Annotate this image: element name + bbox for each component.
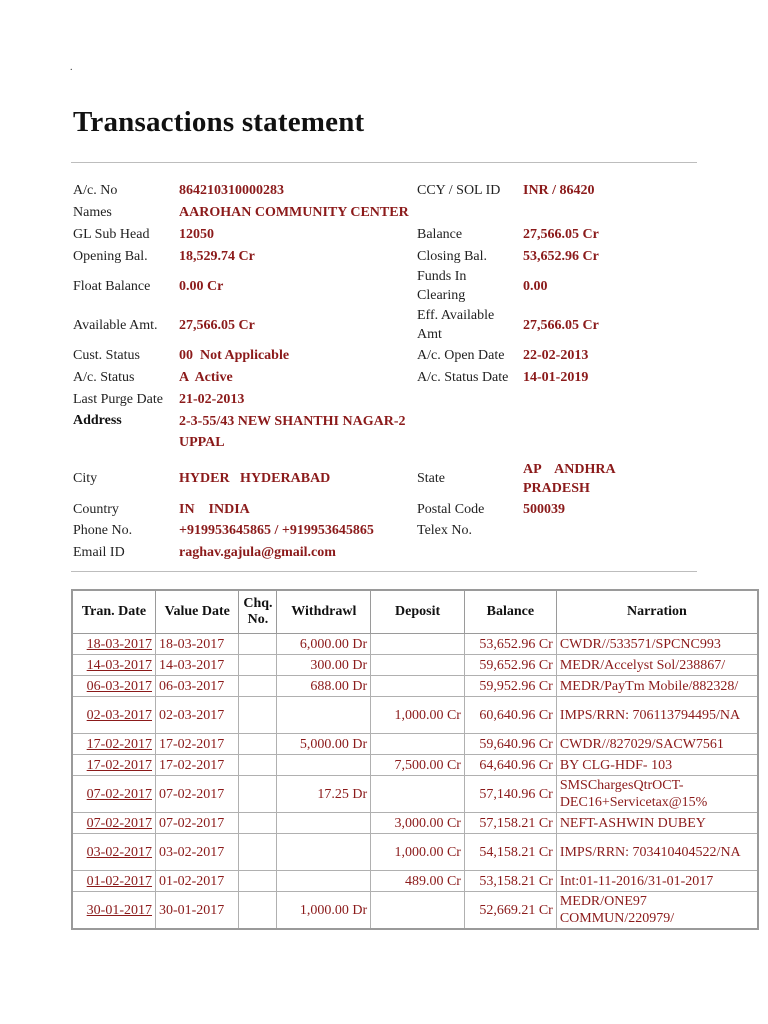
chq-cell xyxy=(239,755,277,776)
custstatus-label: Cust. Status xyxy=(73,348,140,363)
city-value: HYDER HYDERABAD xyxy=(179,471,331,486)
tran-date-link[interactable]: 01-02-2017 xyxy=(86,873,152,889)
balance-cell: 52,669.21 Cr xyxy=(464,892,556,930)
narration-cell: CWDR//533571/SPCNC993 xyxy=(556,634,758,655)
email-label: Email ID xyxy=(73,545,125,560)
col-header-deposit[interactable]: Deposit xyxy=(371,590,465,634)
tran-date-cell[interactable] xyxy=(72,634,155,655)
withdrawl-cell: 6,000.00 Dr xyxy=(277,634,371,655)
table-row xyxy=(72,655,758,676)
tran-date-link[interactable]: 17-02-2017 xyxy=(86,736,152,752)
float-label: Float Balance xyxy=(73,279,151,294)
withdrawl-cell: 688.00 Dr xyxy=(277,676,371,697)
col-header-value-date[interactable]: Value Date xyxy=(155,590,238,634)
avail-value: 27,566.05 Cr xyxy=(179,318,255,333)
value-date-cell: 07-02-2017 xyxy=(155,776,238,813)
balance-value: 27,566.05 Cr xyxy=(523,227,599,242)
tran-date-link[interactable]: 14-03-2017 xyxy=(86,657,152,673)
opening-label: Opening Bal. xyxy=(73,249,148,264)
value-date-cell: 17-02-2017 xyxy=(155,734,238,755)
narration-cell: SMSChargesQtrOCT-DEC16+Servicetax@15% xyxy=(556,776,758,813)
chq-cell xyxy=(239,697,277,734)
table-row xyxy=(72,834,758,871)
state-value: AP ANDHRA PRADESH xyxy=(523,462,619,496)
country-value: IN INDIA xyxy=(179,502,250,517)
table-row xyxy=(72,734,758,755)
gl-label: GL Sub Head xyxy=(73,227,150,242)
table-row xyxy=(72,755,758,776)
effavail-value: 27,566.05 Cr xyxy=(523,318,599,333)
narration-cell: IMPS/RRN: 703410404522/NA xyxy=(556,834,758,871)
table-row xyxy=(72,871,758,892)
names-label: Names xyxy=(73,205,112,220)
funds-label: Funds In Clearing xyxy=(417,269,467,303)
balance-cell: 60,640.96 Cr xyxy=(464,697,556,734)
narration-cell: Int:01-11-2016/31-01-2017 xyxy=(556,871,758,892)
country-label: Country xyxy=(73,502,119,517)
tran-date-cell[interactable] xyxy=(72,697,155,734)
table-row xyxy=(72,776,758,813)
opendate-label: A/c. Open Date xyxy=(417,348,505,363)
table-row xyxy=(72,676,758,697)
narration-cell: MEDR/ONE97 COMMUN/220979/ xyxy=(556,892,758,930)
deposit-cell: 3,000.00 Cr xyxy=(371,813,465,834)
phone-value: +919953645865 / +919953645865 xyxy=(179,523,374,538)
withdrawl-cell xyxy=(277,813,371,834)
narration-cell: BY CLG-HDF- 103 xyxy=(556,755,758,776)
balance-cell: 64,640.96 Cr xyxy=(464,755,556,776)
ccy-label: CCY / SOL ID xyxy=(417,183,501,198)
deposit-cell xyxy=(371,655,465,676)
closing-label: Closing Bal. xyxy=(417,249,488,264)
balance-cell: 57,158.21 Cr xyxy=(464,813,556,834)
balance-cell: 59,640.96 Cr xyxy=(464,734,556,755)
deposit-cell xyxy=(371,892,465,930)
value-date-cell: 14-03-2017 xyxy=(155,655,238,676)
chq-cell xyxy=(239,734,277,755)
tran-date-link[interactable]: 07-02-2017 xyxy=(86,815,152,831)
balance-label: Balance xyxy=(417,227,463,242)
withdrawl-cell xyxy=(277,697,371,734)
table-row xyxy=(72,813,758,834)
tran-date-link[interactable]: 17-02-2017 xyxy=(86,757,152,773)
table-row xyxy=(72,634,758,655)
acno-label: A/c. No xyxy=(73,183,118,198)
chq-cell xyxy=(239,676,277,697)
withdrawl-cell xyxy=(277,834,371,871)
telex-label: Telex No. xyxy=(417,523,473,538)
value-date-cell: 17-02-2017 xyxy=(155,755,238,776)
table-header-row xyxy=(72,590,758,634)
deposit-cell xyxy=(371,634,465,655)
table-row xyxy=(72,697,758,734)
float-value: 0.00 Cr xyxy=(179,279,224,294)
phone-label: Phone No. xyxy=(73,523,133,538)
col-header-chq-no[interactable]: Chq. No. xyxy=(239,590,277,634)
value-date-cell: 01-02-2017 xyxy=(155,871,238,892)
value-date-cell: 18-03-2017 xyxy=(155,634,238,655)
purge-value: 21-02-2013 xyxy=(179,392,245,407)
narration-cell: MEDR/Accelyst Sol/238867/ xyxy=(556,655,758,676)
ccy-value: INR / 86420 xyxy=(523,183,595,198)
tran-date-link[interactable]: 18-03-2017 xyxy=(86,636,152,652)
deposit-cell xyxy=(371,776,465,813)
acno-value: 864210310000283 xyxy=(179,183,284,198)
opening-value: 18,529.74 Cr xyxy=(179,249,255,264)
balance-cell: 54,158.21 Cr xyxy=(464,834,556,871)
balance-cell: 53,652.96 Cr xyxy=(464,634,556,655)
value-date-cell: 03-02-2017 xyxy=(155,834,238,871)
chq-cell xyxy=(239,892,277,930)
tran-date-cell[interactable] xyxy=(72,834,155,871)
email-value: raghav.gajula@gmail.com xyxy=(179,545,336,560)
balance-cell: 57,140.96 Cr xyxy=(464,776,556,813)
tran-date-cell[interactable] xyxy=(72,734,155,755)
narration-cell: MEDR/PayTm Mobile/882328/ xyxy=(556,676,758,697)
custstatus-value: 00 Not Applicable xyxy=(179,348,290,363)
tran-date-cell[interactable] xyxy=(72,871,155,892)
transactions-table xyxy=(71,589,759,930)
postal-value: 500039 xyxy=(523,502,565,517)
tran-date-link[interactable]: 30-01-2017 xyxy=(86,902,152,918)
value-date-cell: 06-03-2017 xyxy=(155,676,238,697)
acstatus-value: A Active xyxy=(179,370,233,385)
tran-date-cell[interactable] xyxy=(72,655,155,676)
tran-date-link[interactable]: 02-03-2017 xyxy=(86,707,152,723)
table-row xyxy=(72,892,758,930)
purge-label: Last Purge Date xyxy=(73,392,163,407)
statusdate-value: 14-01-2019 xyxy=(523,370,589,385)
col-header-narration[interactable]: Narration xyxy=(556,590,758,634)
chq-cell xyxy=(239,813,277,834)
postal-label: Postal Code xyxy=(417,502,485,517)
tran-date-cell[interactable] xyxy=(72,755,155,776)
value-date-cell: 02-03-2017 xyxy=(155,697,238,734)
acstatus-label: A/c. Status xyxy=(73,370,135,385)
balance-cell: 53,158.21 Cr xyxy=(464,871,556,892)
deposit-cell: 489.00 Cr xyxy=(371,871,465,892)
bottom-divider xyxy=(71,571,697,572)
narration-cell: IMPS/RRN: 706113794495/NA xyxy=(556,697,758,734)
state-label: State xyxy=(417,471,445,486)
chq-cell xyxy=(239,871,277,892)
balance-cell: 59,652.96 Cr xyxy=(464,655,556,676)
tran-date-link[interactable]: 07-02-2017 xyxy=(86,786,152,802)
statusdate-label: A/c. Status Date xyxy=(417,370,509,385)
withdrawl-cell: 1,000.00 Dr xyxy=(277,892,371,930)
col-header-tran-date[interactable]: Tran. Date xyxy=(72,590,155,634)
avail-label: Available Amt. xyxy=(73,318,158,333)
opendate-value: 22-02-2013 xyxy=(523,348,589,363)
col-header-balance[interactable]: Balance xyxy=(464,590,556,634)
chq-cell xyxy=(239,655,277,676)
deposit-cell: 7,500.00 Cr xyxy=(371,755,465,776)
address-label: Address xyxy=(73,413,122,428)
deposit-cell: 1,000.00 Cr xyxy=(371,834,465,871)
effavail-label: Eff. Available Amt xyxy=(417,308,495,342)
col-header-withdrawl[interactable]: Withdrawl xyxy=(277,590,371,634)
balance-cell: 59,952.96 Cr xyxy=(464,676,556,697)
gl-value: 12050 xyxy=(179,227,214,242)
value-date-cell: 07-02-2017 xyxy=(155,813,238,834)
tran-date-cell[interactable] xyxy=(72,892,155,930)
withdrawl-cell: 17.25 Dr xyxy=(277,776,371,813)
narration-cell: CWDR//827029/SACW7561 xyxy=(556,734,758,755)
tran-date-link[interactable]: 06-03-2017 xyxy=(86,678,152,694)
tran-date-cell[interactable] xyxy=(72,776,155,813)
deposit-cell: 1,000.00 Cr xyxy=(371,697,465,734)
tran-date-cell[interactable] xyxy=(72,813,155,834)
withdrawl-cell xyxy=(277,755,371,776)
city-label: City xyxy=(73,471,98,486)
deposit-cell xyxy=(371,734,465,755)
deposit-cell xyxy=(371,676,465,697)
withdrawl-cell: 5,000.00 Dr xyxy=(277,734,371,755)
chq-cell xyxy=(239,834,277,871)
page-mark: . xyxy=(70,62,73,73)
narration-cell: NEFT-ASHWIN DUBEY xyxy=(556,813,758,834)
tran-date-cell[interactable] xyxy=(72,676,155,697)
closing-value: 53,652.96 Cr xyxy=(523,249,599,264)
chq-cell xyxy=(239,634,277,655)
top-divider xyxy=(71,162,697,163)
names-value: AAROHAN COMMUNITY CENTER xyxy=(179,205,409,220)
withdrawl-cell xyxy=(277,871,371,892)
tran-date-link[interactable]: 03-02-2017 xyxy=(86,844,152,860)
page-title: Transactions statement xyxy=(73,106,365,138)
chq-cell xyxy=(239,776,277,813)
address-value: 2-3-55/43 NEW SHANTHI NAGAR-2 UPPAL xyxy=(179,414,406,450)
funds-value: 0.00 xyxy=(523,279,548,294)
value-date-cell: 30-01-2017 xyxy=(155,892,238,930)
withdrawl-cell: 300.00 Dr xyxy=(277,655,371,676)
